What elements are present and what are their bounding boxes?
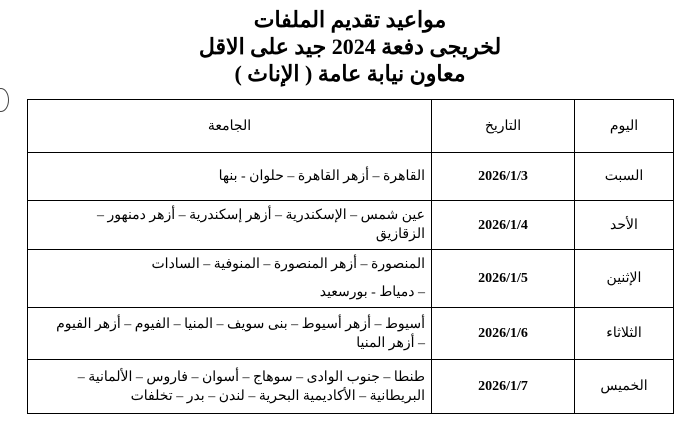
title-line-1: مواعيد تقديم الملفات [253, 7, 447, 32]
schedule-table [27, 99, 674, 414]
row-university [28, 360, 432, 414]
university-line: عين شمس – الإسكندرية – أزهر إسكندرية – أزهر دمنهور – [97, 208, 425, 223]
table-header-row [28, 100, 674, 153]
table-row [28, 153, 674, 201]
table-row [28, 201, 674, 250]
row-day: الخميس [575, 360, 674, 414]
university-line: البريطانية – الأكاديمية البحرية – لندن – بدر – تخلفات [130, 388, 425, 404]
row-day: الثلاثاء [575, 308, 674, 360]
table-row [28, 250, 674, 308]
row-date: 2026/1/4 [432, 201, 575, 250]
university-line: – أزهر المنيا [356, 335, 425, 351]
table-row [28, 360, 674, 414]
row-university [28, 201, 432, 250]
university-line: القاهرة – أزهر القاهرة – حلوان - بنها [218, 169, 425, 184]
row-university [28, 308, 432, 360]
title-line-2: لخريجى دفعة 2024 جيد على الاقل [198, 34, 502, 59]
university-line: طنطا – جنوب الوادى – سوهاج – أسوان – فاروس – الألمانية – [77, 369, 425, 385]
row-university [28, 250, 432, 308]
row-date: 2026/1/6 [432, 308, 575, 360]
row-day: الأحد [575, 201, 674, 250]
title-line-3: معاون نيابة عامة ( الإناث ) [234, 61, 466, 86]
edge-circle-mark [0, 88, 9, 112]
table-row [28, 308, 674, 360]
university-line: المنصورة – أزهر المنصورة – المنوفية – السادات [151, 257, 425, 272]
university-line: – دمياط - بورسعيد [319, 285, 425, 300]
header-date: التاريخ [432, 100, 575, 153]
header-university: الجامعة [28, 100, 432, 153]
row-date: 2026/1/3 [432, 153, 575, 201]
row-date: 2026/1/7 [432, 360, 575, 414]
row-date: 2026/1/5 [432, 250, 575, 308]
row-day: الإثنين [575, 250, 674, 308]
header-day: اليوم [575, 100, 674, 153]
university-line: أسيوط – أزهر أسيوط – بنى سويف – المنيا – الفيوم – أزهر الفيوم [56, 316, 425, 332]
university-line: الزقازيق [375, 227, 425, 242]
document-header [0, 6, 700, 87]
row-day: السبت [575, 153, 674, 201]
row-university [28, 153, 432, 201]
